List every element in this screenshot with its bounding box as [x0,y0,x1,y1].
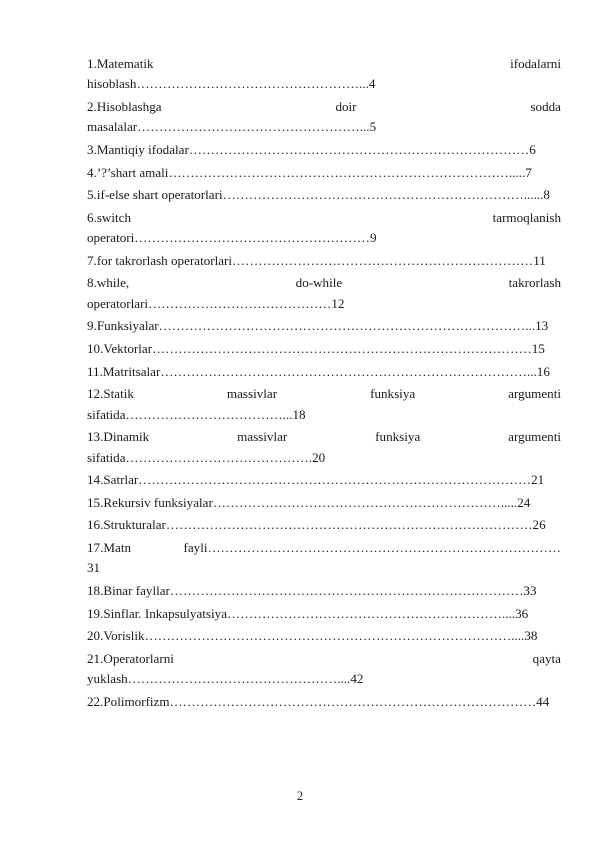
toc-entry[interactable] [87,362,561,382]
toc-word: 13.Dinamik [87,429,150,445]
toc-entry[interactable] [87,493,561,513]
toc-word: doir [335,99,357,114]
page-number: 2 [296,789,304,803]
toc-word: 21.Operatorlarni [87,650,174,666]
toc-entry[interactable] [87,54,561,95]
toc-entry[interactable] [87,384,561,425]
toc-entry-line1: 1.Matematik [87,56,154,71]
toc-word: tarmoqlanish [492,209,561,225]
toc-entry[interactable] [87,604,561,624]
toc-entry-text: 11.Matritsalar…………………………………………………………………………...16 [87,363,550,379]
toc-entry-text: 7.for takrorlash operatorlari……………………………………………………………11 [87,252,546,268]
toc-entry-line2: 31 [87,560,101,576]
toc-entry-line2: masalalar……………………………………………...5 [87,119,377,135]
toc-entry[interactable] [87,538,561,579]
toc-word: argumenti [508,429,562,445]
toc-word: funksiya [375,429,421,445]
toc-entry-line1-right: ifodalarni [510,56,561,71]
toc-entry[interactable] [87,339,561,359]
toc-entry[interactable] [87,692,561,712]
toc-entry-text: 9.Funksiyalar…………………………………………………………………………...13 [87,318,549,334]
toc-entry[interactable] [87,97,561,138]
toc-word: do-while [295,275,343,291]
toc-word: 12.Statik [87,386,134,402]
toc-entry-line2: sifatida…………………………………….20 [87,449,326,465]
toc-entry[interactable] [87,515,561,535]
toc-entry-line1-right: fayli……………………………………………………………………… [183,539,561,555]
toc-entry[interactable] [87,163,561,183]
toc-entry[interactable] [87,251,561,271]
toc-entry-line1: 17.Matn [87,539,132,555]
toc-entry-text: 15.Rekursiv funksiyalar………………………………………………………….....24 [87,494,531,510]
toc-word: massivlar [237,429,288,445]
toc-word: funksiya [370,386,416,402]
toc-word: qayta [532,650,561,666]
toc-entry-line2: operatorlari……………………………………12 [87,295,345,311]
toc-word: massivlar [226,386,278,402]
toc-entry-text: 18.Binar fayllar………………………………………………………………………33 [87,582,537,598]
toc-entry[interactable] [87,316,561,336]
toc-word: takrorlash [508,275,561,291]
toc-entry[interactable] [87,626,561,646]
toc-entry[interactable] [87,581,561,601]
toc-entry[interactable] [87,140,561,160]
toc-entry-line2: operatori………………………………………………9 [87,230,377,246]
toc-entry[interactable] [87,185,561,205]
toc-entry-text: 4.’?’shart amali…………………………………………………………………….....7 [87,164,532,180]
toc-entry-text: 14.Satrlar………………………………………………………………………………21 [87,472,545,488]
toc-entry-text: 22.Polimorfizm…………………………………………………………………………44 [87,693,550,709]
toc-entry-text: 16.Strukturalar…………………………………………………………………………26 [87,517,546,533]
toc-word: sodda [530,99,561,114]
toc-entry-text: 20.Vorislik…………………………………………………………………………....38 [87,628,538,644]
toc-entry-line2: hisoblash……………………………………………...4 [87,76,376,92]
toc-entry-text: 19.Sinflar. Inkapsulyatsiya………………………………………………………....36 [87,605,529,621]
toc-entry-text: 5.if-else shart operatorlari……………………………………………………………......8 [87,187,550,203]
toc-entry[interactable] [87,649,561,690]
toc-entry-line2: yuklash…………………………………………....42 [87,671,364,687]
toc-entry[interactable] [87,470,561,490]
toc-entry-line2: sifatida………………………………...18 [87,406,306,422]
toc-word: 6.switch [87,209,132,225]
toc-entry-text: 3.Mantiqiy ifodalar……………………………………………………………………6 [87,142,536,157]
toc-entry[interactable] [87,427,561,468]
table-of-contents [87,54,561,714]
toc-entry-text: 10.Vektorlar……………………………………………………………………………15 [87,340,545,356]
toc-entry[interactable] [87,208,561,249]
toc-word: 8.while, [87,275,130,291]
toc-word: 2.Hisoblashga [87,99,162,114]
toc-word: argumenti [508,386,562,402]
toc-entry[interactable] [87,273,561,314]
